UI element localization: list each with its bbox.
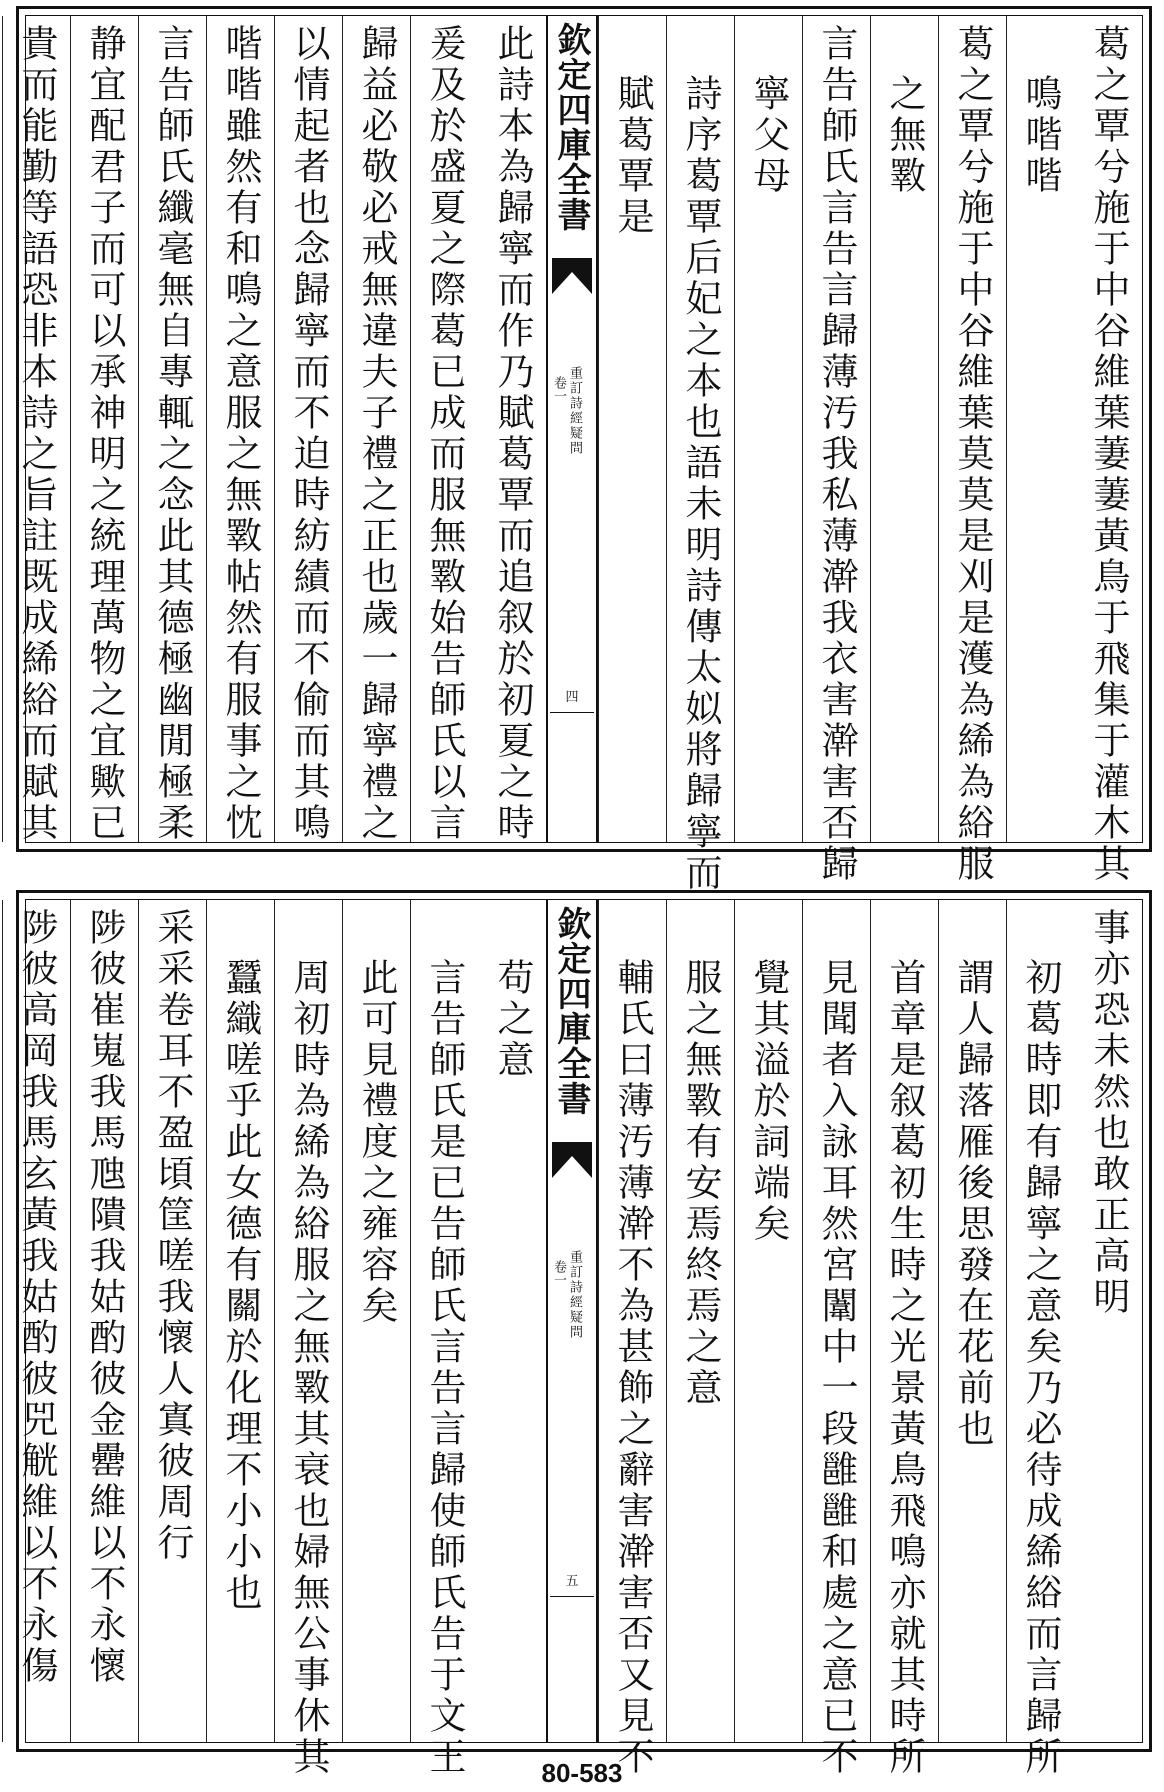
column-text: 鳴喈喈 (1019, 74, 1062, 197)
top-page-frame (15, 6, 1152, 894)
fish-tail-mark-icon (552, 1142, 592, 1178)
library-title: 欽定四庫全書 (551, 22, 591, 232)
text-column (734, 16, 802, 842)
text-column (138, 900, 206, 1742)
text-column (938, 16, 1006, 885)
column-text: 葛之覃兮施于中谷維葉萋萋黃鳥于飛集于灌木其 (1087, 24, 1130, 885)
column-text: 歸益必敬必戒無違夫子禮之正也歲一歸寧禮之 (355, 24, 398, 844)
page-number: 四 (565, 690, 579, 705)
center-rule (550, 712, 594, 713)
column-text: 葛之覃兮施于中谷維葉莫莫是刈是濩為絺為綌服 (951, 24, 994, 885)
text-column (478, 900, 546, 1742)
column-text: 謂人歸落雁後思發在花前也 (951, 958, 994, 1450)
text-column (2, 16, 70, 842)
volume-label: 卷一 (551, 1260, 566, 1286)
column-text: 周初時為絺為綌服之無斁其衰也婦無公事休其 (287, 958, 330, 1778)
text-column (70, 900, 138, 1742)
text-column (598, 900, 666, 1778)
top-page-inner-border (15, 15, 1143, 894)
text-column (274, 16, 342, 842)
column-text: 言告師氏是已告師氏言告言歸使師氏告于文王 (423, 958, 466, 1778)
center-margin (546, 16, 598, 842)
column-text: 言告師氏言告言歸薄汚我私薄澣我衣害澣害否歸 (815, 24, 858, 885)
text-column (870, 900, 938, 1778)
column-text: 喈喈雖然有和鳴之意服之無斁帖然有服事之忱 (219, 24, 262, 844)
text-column (274, 900, 342, 1778)
text-column (410, 900, 478, 1778)
text-column (206, 16, 274, 842)
text-column (802, 16, 870, 885)
library-title: 欽定四庫全書 (551, 906, 591, 1116)
column-text: 以情起者也念歸寧而不迫時紡績而不偷而其鳴 (287, 24, 330, 844)
text-column (1074, 16, 1142, 885)
center-margin (546, 900, 598, 1742)
column-text: 爰及於盛夏之際葛已成而服無斁始告師氏以言 (423, 24, 466, 844)
column-text: 輔氏曰薄汚薄澣不為甚飾之辭害澣害否又見不 (611, 958, 654, 1778)
column-text: 蠶織嗟乎此女德有關於化理不小小也 (219, 958, 262, 1614)
column-text: 賦葛覃是 (611, 74, 654, 238)
book-title: 重訂詩經疑問 (567, 366, 582, 456)
column-text: 采采卷耳不盈頃筐嗟我懷人寘彼周行 (151, 908, 194, 1564)
column-text: 静宜配君子而可以承神明之統理萬物之宜歟已 (83, 24, 126, 844)
text-column (206, 900, 274, 1742)
text-column (70, 16, 138, 842)
column-text: 事亦恐未然也敢正高明 (1087, 908, 1130, 1318)
column-text: 貴而能勤等語恐非本詩之旨註既成絺綌而賦其 (15, 24, 58, 844)
text-column (138, 16, 206, 842)
column-text: 言告師氏纖毫無自專輒之念此其德極幽閒極柔 (151, 24, 194, 844)
column-text: 初葛時即有歸寧之意矣乃必待成絺綌而言歸所 (1019, 958, 1062, 1778)
page-footer-number: 80-583 (541, 1758, 623, 1788)
text-column (410, 16, 478, 842)
text-column (1074, 900, 1142, 1742)
column-text: 見聞者入詠耳然宮闈中一段雝雝和處之意已不 (815, 958, 858, 1778)
column-text: 陟彼崔嵬我馬虺隤我姑酌彼金罍維以不永懷 (83, 908, 126, 1687)
text-column (342, 900, 410, 1742)
text-column (870, 16, 938, 842)
volume-label: 卷一 (551, 376, 566, 402)
text-column (478, 16, 546, 842)
text-column (1006, 16, 1074, 842)
fish-tail-mark-icon (552, 258, 592, 294)
column-text: 此可見禮度之雍容矣 (355, 958, 398, 1327)
book-title: 重訂詩經疑問 (567, 1250, 582, 1340)
column-text: 服之無斁有安焉終焉之意 (679, 958, 722, 1409)
text-column (342, 16, 410, 842)
text-column (1006, 900, 1074, 1778)
column-text: 苟之意 (491, 958, 534, 1081)
center-rule (550, 1596, 594, 1597)
text-column (598, 16, 666, 842)
column-text: 覺其溢於詞端矣 (747, 958, 790, 1245)
text-column (734, 900, 802, 1742)
text-column (666, 900, 734, 1742)
column-text: 寧父母 (747, 74, 790, 197)
column-text: 首章是叙葛初生時之光景黃鳥飛鳴亦就其時所 (883, 958, 926, 1778)
page-number: 五 (565, 1574, 579, 1589)
column-text: 之無斁 (883, 74, 926, 197)
text-column (2, 900, 70, 1742)
text-column (666, 16, 734, 894)
column-text: 陟彼高岡我馬玄黃我姑酌彼兕觥維以不永傷 (15, 908, 58, 1687)
text-column (938, 900, 1006, 1742)
column-text: 詩序葛覃后妃之本也語未明詩傳太姒將歸寧而 (679, 74, 722, 894)
column-text: 此詩本為歸寧而作乃賦葛覃而追叙於初夏之時 (491, 24, 534, 844)
text-column (802, 900, 870, 1778)
